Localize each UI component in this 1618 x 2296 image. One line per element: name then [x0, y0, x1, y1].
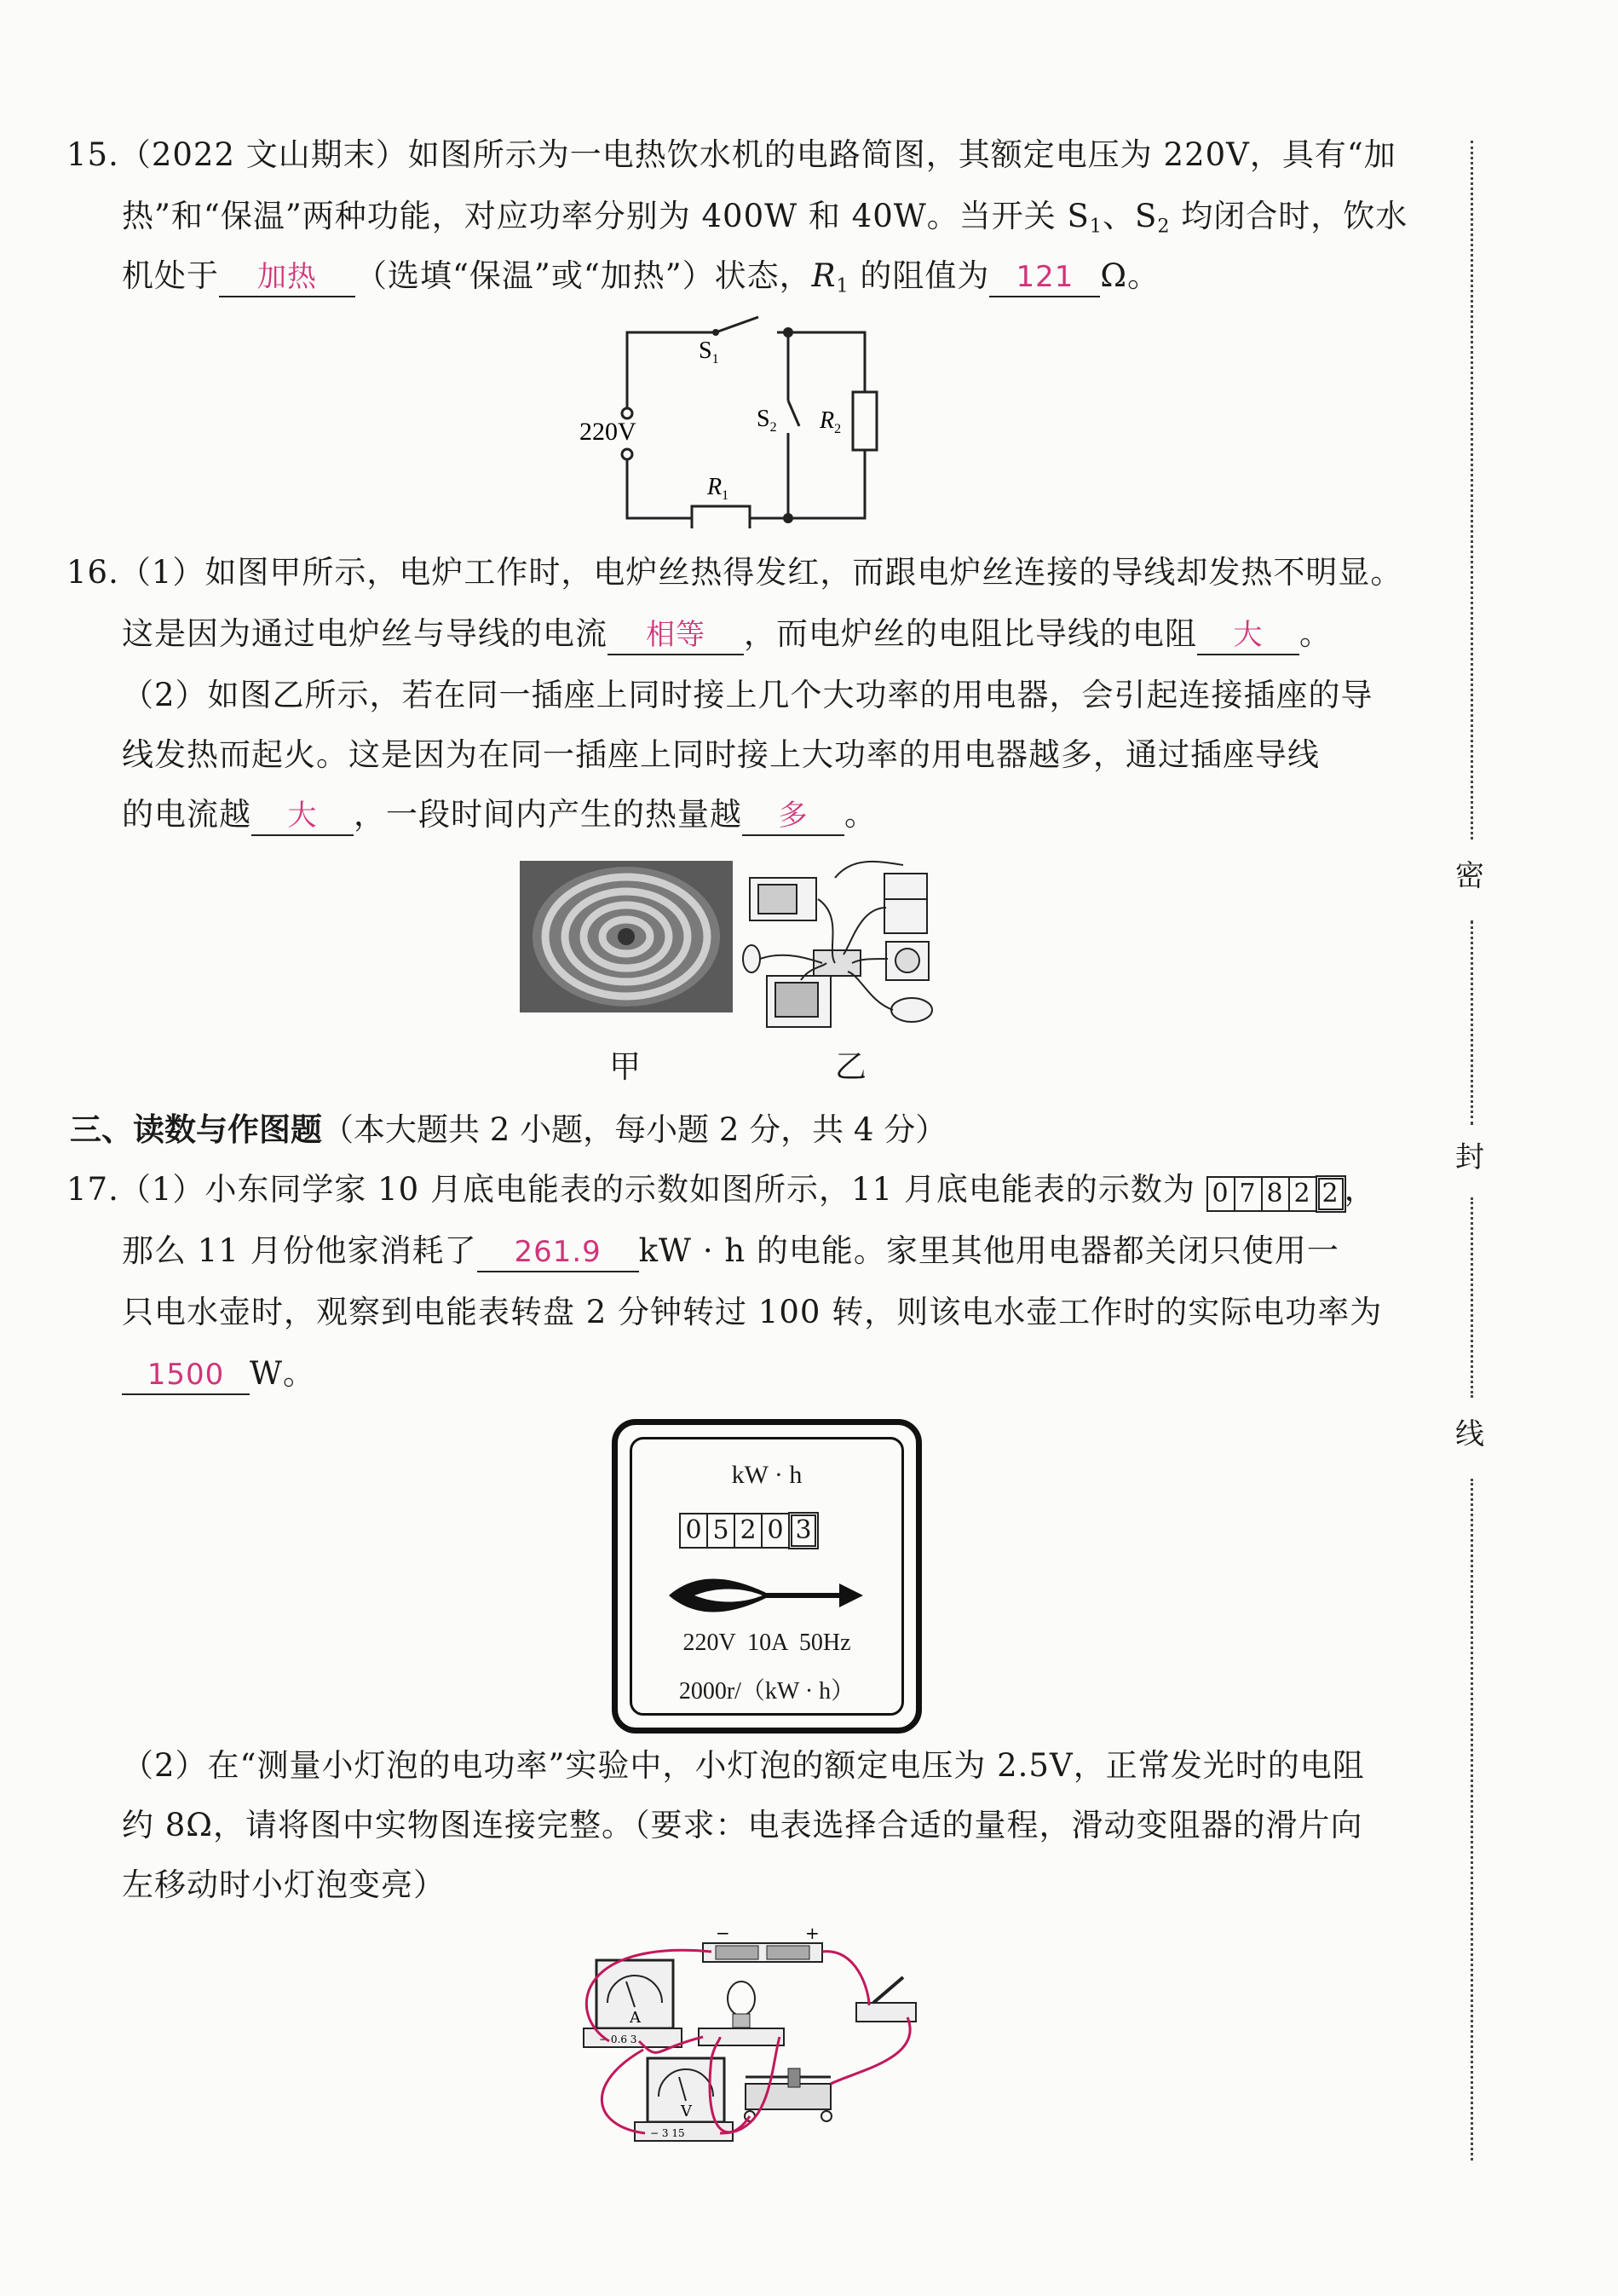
- margin-char-mi: 密: [1455, 859, 1484, 893]
- ammeter-letter: A: [630, 2009, 641, 2027]
- q17-line3: 只电水壶时，观察到电能表转盘 2 分钟转过 100 转，则该电水壶工作时的实际电功率为: [122, 1294, 1383, 1330]
- meter-unit: kW · h: [731, 1461, 803, 1489]
- voltmeter-terminal-labels: − 3 15: [650, 2127, 685, 2139]
- meter-spec-revolutions: 2000r/（kW · h）: [678, 1678, 855, 1705]
- q16-answer-2: 大: [1197, 616, 1299, 655]
- rotating-disk-arrow-icon: [669, 1570, 865, 1621]
- margin-dotted-line-1: [1471, 141, 1473, 839]
- bulb-icon: [728, 1982, 755, 2016]
- q17-part2-line1: （2）在“测量小灯泡的电功率”实验中，小灯泡的额定电压为 2.5V，正常发光时的电阻: [122, 1747, 1365, 1784]
- lamp-base-icon: [699, 2028, 784, 2045]
- q15-circuit-diagram: [579, 315, 895, 528]
- section3-heading: 三、读数与作图题（本大题共 2 小题，每小题 2 分，共 4 分）: [70, 1111, 947, 1148]
- margin-char-xian: 线: [1455, 1417, 1484, 1451]
- margin-dotted-line-2: [1471, 920, 1473, 1125]
- q16-answer-4: 多: [742, 797, 844, 836]
- meter-digit-display: 0 5 2 0 3: [679, 1512, 817, 1549]
- battery-minus-label: −: [716, 1923, 730, 1943]
- r1-label: $R_1$: [707, 474, 729, 503]
- figure-label-yi: 乙: [835, 1048, 867, 1085]
- q17-answer-1: 261.9: [477, 1233, 639, 1272]
- electricity-meter: [612, 1419, 922, 1734]
- q16-answer-1: 相等: [607, 616, 744, 655]
- q15-answer-2: 121: [989, 258, 1100, 297]
- margin-char-feng: 封: [1455, 1140, 1484, 1174]
- r2-label: $R_2$: [820, 407, 842, 436]
- q15-line1: 15.（2022 文山期末）如图所示为一电热饮水机的电路简图，其额定电压为 220V，具有“加: [66, 136, 1396, 173]
- q15-line2: 热”和“保温”两种功能，对应功率分别为 400W 和 40W。当开关 $S_1$、$S_2$ 均闭合时，饮水: [122, 198, 1408, 238]
- margin-dotted-line-3: [1471, 1197, 1473, 1398]
- q16-line5: 的电流越 大 ，一段时间内产生的热量越 多 。: [122, 794, 877, 836]
- q16-line3: （2）如图乙所示，若在同一插座上同时接上几个大功率的用电器，会引起连接插座的导: [122, 677, 1373, 713]
- electric-stove-coil-image: [520, 861, 733, 1036]
- q17-answer-2: 1500: [122, 1356, 250, 1395]
- q17-part2-line2: 约 8Ω，请将图中实物图连接完整。（要求：电表选择合适的量程，滑动变阻器的滑片向: [122, 1807, 1363, 1843]
- ammeter-terminal-labels: − 0.6 3: [599, 2034, 637, 2045]
- figure-label-jia: 甲: [609, 1048, 642, 1085]
- margin-dotted-line-4: [1471, 1479, 1473, 2160]
- q17-line1: 17.（1）小东同学家 10 月底电能表的示数如图所示，11 月底电能表的示数为 0 7 8 2 2 ，: [66, 1169, 1377, 1213]
- battery-plus-label: +: [805, 1923, 820, 1943]
- q17-part2-line3: 左移动时小灯泡变亮）: [122, 1866, 446, 1903]
- s2-label: $S_2$: [757, 406, 777, 435]
- q16-line1: 16.（1）如图甲所示，电炉工作时，电炉丝热得发红，而跟电炉丝连接的导线却发热不明显。: [66, 554, 1403, 591]
- q16-answer-3: 大: [251, 797, 354, 836]
- q15-answer-1: 加热: [219, 258, 355, 297]
- q15-line3: 机处于 加热 （选填“保温”或“加热”）状态，$R_1$ 的阻值为 121 Ω。: [122, 257, 1160, 297]
- voltmeter-letter: V: [681, 2103, 692, 2120]
- voltage-label: 220V: [579, 418, 636, 446]
- meter-spec-rating: 220V 10A 50Hz: [682, 1630, 851, 1656]
- s1-label: $S_1$: [699, 337, 719, 366]
- q17-line2: 那么 11 月份他家消耗了 261.9 kW · h 的电能。家里其他用电器都关闭只使用一: [122, 1231, 1339, 1272]
- q16-line4: 线发热而起火。这是因为在同一插座上同时接上大功率的用电器越多，通过插座导线: [122, 736, 1320, 773]
- q16-line2: 这是因为通过电炉丝与导线的电流 相等 ，而电炉丝的电阻比导线的电阻 大 。: [122, 614, 1332, 655]
- november-meter-reading: 0 7 8 2 2: [1206, 1171, 1344, 1213]
- overloaded-socket-image: [741, 857, 954, 1040]
- experiment-circuit-figure: [575, 1922, 950, 2156]
- q17-line4: 1500 W。: [122, 1353, 315, 1395]
